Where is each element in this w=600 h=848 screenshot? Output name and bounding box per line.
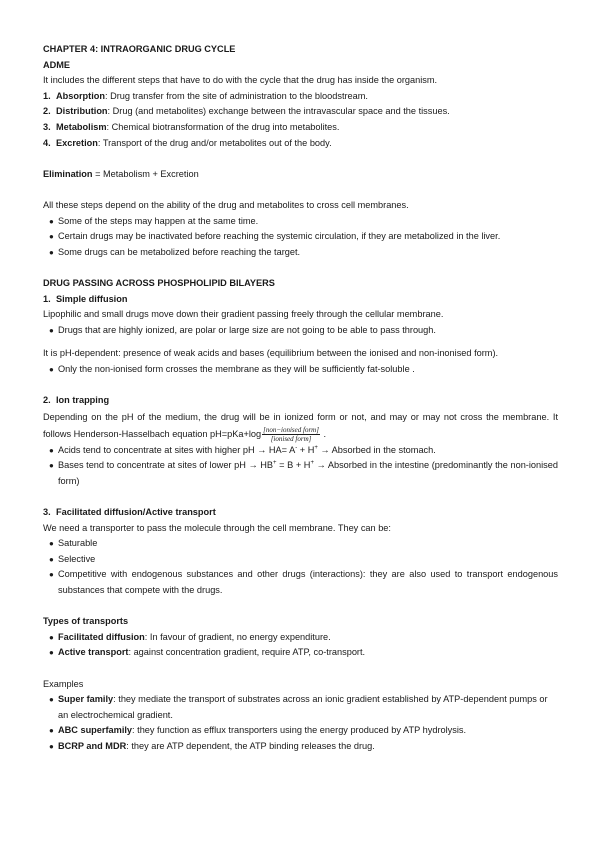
bullet-icon: ●: [49, 461, 54, 471]
adme-heading: ADME: [43, 59, 71, 70]
list-item: ● Super family: they mediate the transport of substrates across an ionic gradient established by ATP-dependent pumps or an electrochemical gradient.: [43, 692, 558, 723]
bullet-icon: ●: [49, 554, 54, 564]
document-body: [43, 42, 558, 755]
step-desc: : Chemical biotransformation of the drug into metabolites.: [106, 121, 340, 132]
chapter-title: CHAPTER 4: INTRAORGANIC DRUG CYCLE: [43, 44, 236, 54]
list-item: ● Facilitated diffusion: In favour of gradient, no energy expenditure.: [43, 630, 558, 646]
list-item: ● Bases tend to concentrate at sites of lower pH → HB+ = B + H+ → Absorbed in the intestine (predominantly the non-ionised form): [43, 458, 558, 489]
step-desc: : Drug transfer from the site of administration to the bloodstream.: [105, 90, 368, 101]
simple-diffusion-text: Lipophilic and small drugs move down their gradient passing freely through the cellular membrane.: [43, 309, 444, 320]
types-heading: Types of transports: [43, 616, 129, 627]
bullet-icon: ●: [49, 247, 54, 257]
section-heading: 3. Facilitated diffusion/Active transport: [43, 507, 216, 518]
depend-text: All these steps depend on the ability of the drug and metabolites to cross cell membranes.: [43, 199, 409, 210]
list-item: ● Drugs that are highly ionized, are polar or large size are not going to be able to pass through.: [43, 323, 558, 339]
step-term: Absorption: [56, 90, 105, 101]
list-item: ● Certain drugs may be inactivated before reaching the systemic circulation, if they are metabolized in the liver.: [43, 229, 558, 245]
adme-intro: It includes the different steps that have to do with the cycle that the drug has inside the organism.: [43, 75, 438, 86]
list-item: ● BCRP and MDR: they are ATP dependent, the ATP binding releases the drug.: [43, 739, 558, 755]
bullet-icon: ●: [49, 726, 54, 736]
ph-text: It is pH-dependent: presence of weak acids and bases (equilibrium between the ionised and non-inonised form).: [43, 348, 499, 359]
list-item: ● Some of the steps may happen at the same time.: [43, 214, 558, 230]
ion-trapping-text: Depending on the pH of the medium, the drug will be in ionized form or not, and may or may not cross the membrane. It follows Henderson-Hasselbach equation pH=pKa+log $\frac{\text{[non−ionised form]}}{\text{[ionised form]}}$ .: [43, 411, 558, 443]
examples-heading: Examples: [43, 678, 84, 689]
adme-step: 4. Excretion: Transport of the drug and/or metabolites out of the body.: [43, 137, 332, 148]
bullet-icon: ●: [49, 445, 54, 455]
list-item: ● Active transport: against concentration gradient, require ATP, co-transport.: [43, 645, 558, 661]
section-heading: 2. Ion trapping: [43, 395, 110, 406]
passing-heading: DRUG PASSING ACROSS PHOSPHOLIPID BILAYERS: [43, 277, 275, 288]
adme-step: 3. Metabolism: Chemical biotransformation of the drug into metabolites.: [43, 121, 340, 132]
step-term: Distribution: [56, 106, 108, 117]
list-item: ● Competitive with endogenous substances and other drugs (interactions): they are also used to transport endogenous substances that compete with the drugs.: [43, 567, 558, 598]
bullet-icon: ●: [49, 570, 54, 580]
adme-step: 2. Distribution: Drug (and metabolites) exchange between the intravascular space and the tissues.: [43, 106, 450, 117]
list-item: ● Acids tend to concentrate at sites with higher pH → HA= A- + H+ → Absorbed in the stomach.: [43, 443, 558, 459]
bullet-icon: ●: [49, 632, 54, 642]
list-item: ● Only the non-ionised form crosses the membrane as they will be sufficiently fat-soluble .: [43, 362, 558, 378]
section-heading: 1. Simple diffusion: [43, 293, 128, 304]
list-item: ● Some drugs can be metabolized before reaching the target.: [43, 245, 558, 261]
bullet-icon: ●: [49, 742, 54, 751]
list-item: ● Selective: [43, 552, 558, 568]
hh-fraction: $\frac{\text{[non−ionised form]}}{\text{[ionised form]}}$: [263, 425, 319, 443]
bullet-icon: ●: [49, 648, 54, 658]
step-desc: : Transport of the drug and/or metabolites out of the body.: [97, 137, 332, 148]
list-item: ● Saturable: [43, 536, 558, 552]
bullet-icon: ●: [49, 364, 54, 374]
list-item: ● ABC superfamily: they function as efflux transporters using the energy produced by ATP hydrolysis.: [43, 723, 558, 739]
step-term: Metabolism: [56, 121, 107, 132]
bullet-icon: ●: [49, 216, 54, 226]
bullet-icon: ●: [49, 695, 54, 705]
bullet-icon: ●: [49, 539, 54, 549]
bullet-icon: ●: [49, 325, 54, 335]
elimination-line: Elimination = Metabolism + Excretion: [43, 168, 199, 179]
facilitated-text: We need a transporter to pass the molecule through the cell membrane. They can be:: [43, 522, 391, 533]
step-term: Excretion: [56, 137, 98, 148]
bullet-icon: ●: [49, 232, 54, 242]
adme-step: 1. Absorption: Drug transfer from the site of administration to the bloodstream.: [43, 90, 368, 101]
step-desc: : Drug (and metabolites) exchange between the intravascular space and the tissues.: [107, 106, 450, 117]
